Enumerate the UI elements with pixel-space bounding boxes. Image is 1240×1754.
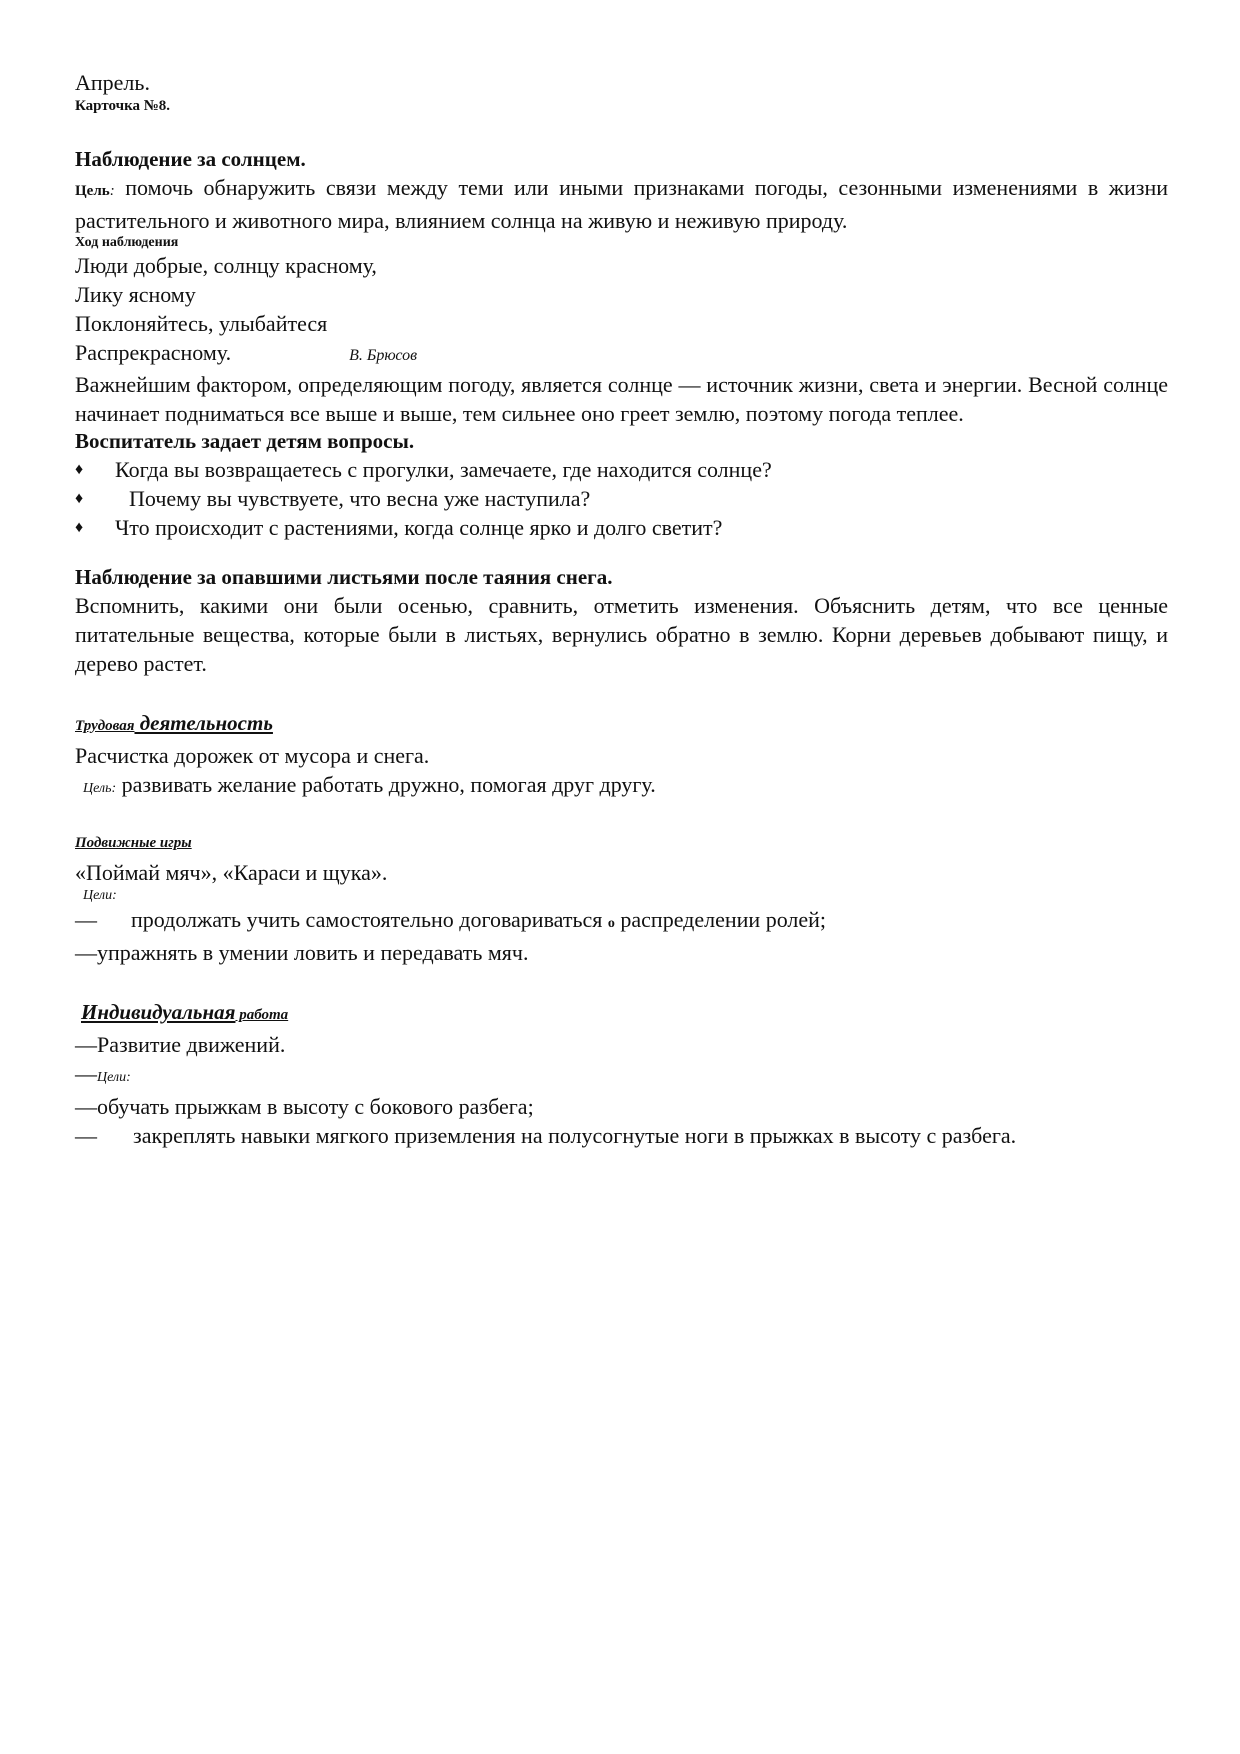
games-title-row bbox=[75, 825, 1168, 858]
poem-line-4: Распрекрасному. bbox=[75, 340, 232, 365]
dash-mark: — bbox=[75, 1094, 97, 1119]
poem-line-3: Поклоняйтесь, улыбайтеся bbox=[75, 311, 328, 336]
individual-title-big: Индивидуальная bbox=[81, 1000, 236, 1024]
question-text: Что происходит с растениями, когда солнце ярко и долго светит? bbox=[115, 515, 723, 540]
individual-goals-row bbox=[75, 1059, 1168, 1092]
games-goal-1 bbox=[75, 905, 1168, 938]
poem-line-4-row bbox=[75, 338, 1168, 370]
dash-mark: — bbox=[75, 1061, 97, 1086]
individual-goal-1 bbox=[75, 1092, 1168, 1121]
dash-mark: — bbox=[75, 940, 97, 965]
questions-title: Воспитатель задает детям вопросы. bbox=[75, 429, 415, 453]
individual-title-small: работа bbox=[235, 1007, 289, 1023]
document-content bbox=[75, 70, 1168, 1150]
leaves-paragraph: Вспомнить, какими они были осенью, сравнить, отметить изменения. Объяснить детям, что все ценные питательные вещества, которые были в листьях, вернулись обратно в землю. Корни деревьев добывают пищу, и дерево растет. bbox=[75, 593, 1168, 676]
individual-title bbox=[75, 997, 1168, 1030]
games-goal-2 bbox=[75, 938, 1168, 967]
labor-goal-label: Цель: bbox=[83, 781, 117, 796]
card-number: Карточка №8. bbox=[75, 98, 171, 114]
individual-item-text: Развитие движений. bbox=[97, 1032, 286, 1057]
games-goal-1-b: распределении ролей; bbox=[614, 907, 827, 932]
sun-goal-label: Цель bbox=[75, 183, 110, 199]
individual-goals-label: Цели: bbox=[97, 1070, 131, 1085]
sun-goal bbox=[75, 173, 1168, 235]
labor-task: Расчистка дорожек от мусора и снега. bbox=[75, 743, 430, 768]
games-list: «Поймай мяч», «Караси и щука». bbox=[75, 860, 388, 885]
labor-goal bbox=[75, 770, 1168, 803]
individual-goal-2 bbox=[75, 1121, 1168, 1150]
sun-goal-colon: : bbox=[109, 183, 115, 199]
games-goal-2-text: упражнять в умении ловить и передавать мяч. bbox=[97, 940, 529, 965]
games-title: Подвижные игры bbox=[75, 835, 192, 851]
question-text: Почему вы чувствуете, что весна уже наступила? bbox=[129, 486, 591, 511]
individual-goal-2-text: закреплять навыки мягкого приземления на полусогнутые ноги в прыжках в высоту с разбега. bbox=[133, 1123, 1017, 1148]
leaves-observation-title: Наблюдение за опавшими листьями после таяния снега. bbox=[75, 565, 613, 589]
games-goals-label: Цели: bbox=[83, 888, 117, 903]
dash-mark: — bbox=[75, 1032, 97, 1057]
poem-author: В. Брюсов bbox=[349, 347, 418, 364]
labor-title-small: Трудовая bbox=[75, 718, 135, 734]
question-item bbox=[75, 484, 1168, 513]
progress-label: Ход наблюдения bbox=[75, 235, 179, 250]
question-text: Когда вы возвращаетесь с прогулки, замечаете, где находится солнце? bbox=[115, 457, 772, 482]
dash-mark: — bbox=[75, 1123, 97, 1148]
sun-paragraph: Важнейшим фактором, определяющим погоду, является солнце — источник жизни, света и энергии. Весной солнце начинает подниматься все выше и выше, тем сильнее оно греет землю, поэтому погода теплее. bbox=[75, 372, 1168, 426]
labor-goal-text: развивать желание работать дружно, помогая друг другу. bbox=[116, 772, 656, 797]
bullet-diamond-icon: ♦ bbox=[75, 490, 84, 507]
sun-observation-title: Наблюдение за солнцем. bbox=[75, 147, 306, 171]
labor-title bbox=[75, 708, 1168, 741]
bullet-diamond-icon: ♦ bbox=[75, 461, 84, 478]
labor-title-big: деятельность bbox=[134, 711, 273, 735]
dash-mark: — bbox=[75, 907, 97, 932]
individual-goal-1-text: обучать прыжкам в высоту с бокового разбега; bbox=[97, 1094, 534, 1119]
bullet-diamond-icon: ♦ bbox=[75, 519, 84, 536]
sun-goal-text: помочь обнаружить связи между теми или иными признаками погоды, сезонными изменениями в жизни растительного и животного мира, влиянием солнца на живую и неживую природу. bbox=[75, 175, 1168, 233]
games-goal-1-a: продолжать учить самостоятельно договариваться bbox=[131, 907, 608, 932]
individual-item bbox=[75, 1030, 1168, 1059]
month-heading: Апрель. bbox=[75, 70, 150, 95]
poem-line-2: Лику ясному bbox=[75, 282, 196, 307]
games-goal-1-o: о bbox=[607, 916, 615, 931]
question-item bbox=[75, 455, 1168, 484]
question-item bbox=[75, 513, 1168, 542]
poem-line-1: Люди добрые, солнцу красному, bbox=[75, 253, 377, 278]
